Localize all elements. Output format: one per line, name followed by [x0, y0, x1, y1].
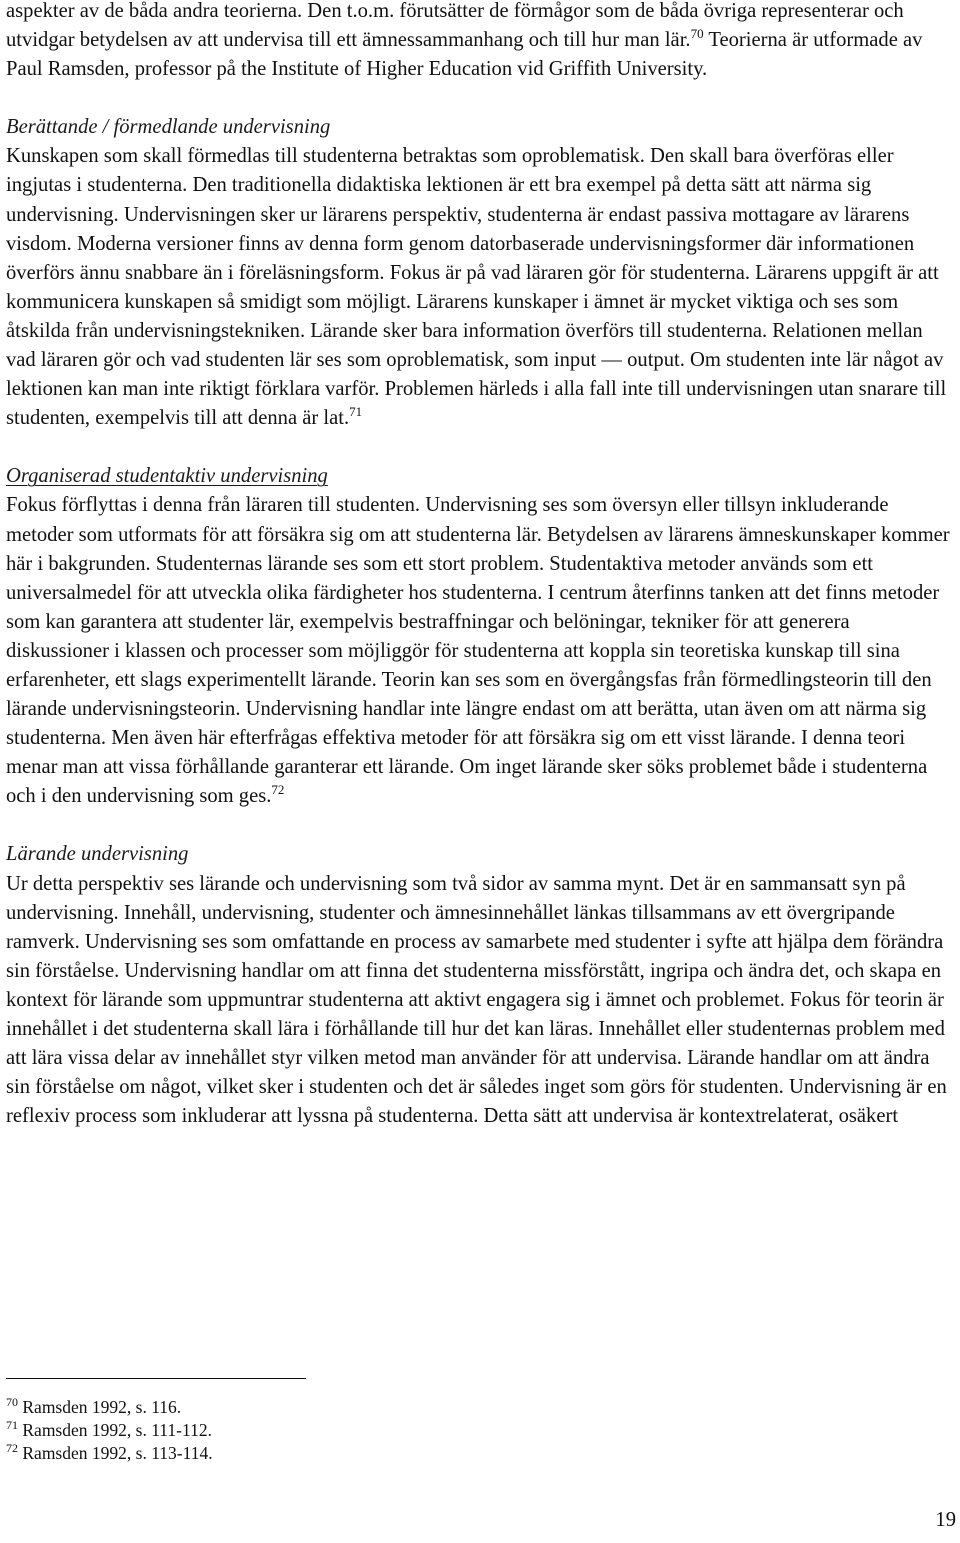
section-body-narrative	[6, 142, 954, 433]
paragraph-spacer	[6, 84, 954, 113]
footnote-ref-71: 71	[349, 404, 363, 420]
footnote-number: 70	[6, 1395, 18, 1409]
footnote-71	[6, 1419, 506, 1442]
document-page	[6, 0, 954, 1131]
footnote-number: 71	[6, 1418, 18, 1432]
page-number: 19	[935, 1509, 956, 1531]
section-body-learning	[6, 870, 954, 1132]
paragraph-spacer	[6, 811, 954, 840]
intro-text-part-1: aspekter av de båda andra teorierna. Den t.o.m. förutsätter de förmågor som de båda övriga representerar och utvidgar betydelsen av att undervisa till ett ämnessammanhang och till hur man lär.	[6, 0, 904, 52]
footnote-number: 72	[6, 1441, 18, 1455]
section-heading-organised: Organiserad studentaktiv undervisning	[6, 465, 328, 488]
footnote-text: Ramsden 1992, s. 116.	[18, 1397, 182, 1417]
footnote-ref-70: 70	[690, 26, 704, 42]
footnote-text: Ramsden 1992, s. 113-114.	[18, 1443, 213, 1463]
footnotes	[6, 1378, 506, 1465]
paragraph-spacer	[6, 433, 954, 462]
footnote-70	[6, 1396, 506, 1419]
intro-paragraph	[6, 0, 954, 84]
section-heading-narrative: Berättande / förmedlande undervisning	[6, 116, 331, 139]
section-body-text: Kunskapen som skall förmedlas till studenterna betraktas som oproblematisk. Den skall bara överföras eller ingjutas i studenterna. Den traditionella didaktiska lektionen är ett bra exempel på detta sätt att närma sig undervisning. Undervisningen sker ur lärarens perspektiv, studenterna är endast passiva mottagare av lärarens visdom. Moderna versioner finns av denna form genom datorbaserade undervisningsformer där informationen överförs ännu snabbare än i föreläsningsform. Fokus är på vad läraren gör för studenterna. Lärarens uppgift är att kommunicera kunskapen så smidigt som möjligt. Lärarens kunskaper i ämnet är mycket viktiga och ses som åtskilda från undervisningstekniken. Lärande sker bara information överförs till studenterna. Relationen mellan vad läraren gör och vad studenten lär ses som oproblematisk, som input — output. Om studenten inte lär något av lektionen kan man inte riktigt förklara varför. Problemen härleds i alla fall inte till undervisningen utan snarare till studenten, exempelvis till att denna är lat.	[6, 145, 947, 430]
section-body-organised	[6, 491, 954, 811]
section-body-text: Fokus förflyttas i denna från läraren till studenten. Undervisning ses som översyn eller tillsyn inkluderande metoder som utformats för att försäkra sig om att studenterna lär. Betydelsen av lärarens ämneskunskaper kommer här i bakgrunden. Studenternas lärande ses som ett stort problem. Studentaktiva metoder används som ett universalmedel för att utveckla olika färdigheter hos studenterna. I centrum återfinns tanken att det finns metoder som kan garantera att studenter lär, exempelvis bestraffningar och belöningar, tekniker för att generera diskussioner i klassen och processer som möjliggör för studenterna att koppla sin teoretiska kunskap till sina erfarenheter, ett slags experimentellt lärande. Teorin kan ses som en övergångsfas från förmedlingsteorin till den lärande undervisningsteorin. Undervisning handlar inte längre endast om att berätta, utan även om att närma sig studenterna. Men även här efterfrågas effektiva metoder för att försäkra sig om ett visst lärande. I denna teori menar man att vissa förhållande garanterar ett lärande. Om inget lärande sker söks problemet både i studenterna och i den undervisning som ges.	[6, 494, 950, 808]
footnote-separator	[6, 1378, 306, 1379]
footnote-text: Ramsden 1992, s. 111-112.	[18, 1420, 212, 1440]
section-body-text: Ur detta perspektiv ses lärande och undervisning som två sidor av samma mynt. Det är en sammansatt syn på undervisning. Innehåll, undervisning, studenter och ämnesinnehållet länkas tillsammans av ett övergripande ramverk. Undervisning ses som omfattande en process av samarbete med studenter i syfte att hjälpa dem förändra sin förståelse. Undervisning handlar om att finna det studenterna missförstått, ingripa och ändra det, och skapa en kontext för lärande som uppmuntrar studenterna att aktivt engagera sig i ämnet och problemet. Fokus för teorin är innehållet i det studenterna skall lära i förhållande till hur det kan läras. Innehållet eller studenternas problem med att lära vissa delar av innehållet styr vilken metod man använder för att undervisa. Lärande handlar om att ändra sin förståelse om något, vilket sker i studenten och det är således inget som görs för studenten. Undervisning är en reflexiv process som inkluderar att lyssna på studenterna. Detta sätt att undervisa är kontextrelaterat, osäkert	[6, 872, 947, 1128]
footnote-72	[6, 1442, 506, 1465]
footnote-ref-72: 72	[271, 782, 285, 798]
section-heading-learning: Lärande undervisning	[6, 843, 189, 866]
intro-text-part-2: Teorierna är utformade av Paul Ramsden, professor på the Institute of Higher Education vid Griffith University.	[6, 29, 923, 81]
